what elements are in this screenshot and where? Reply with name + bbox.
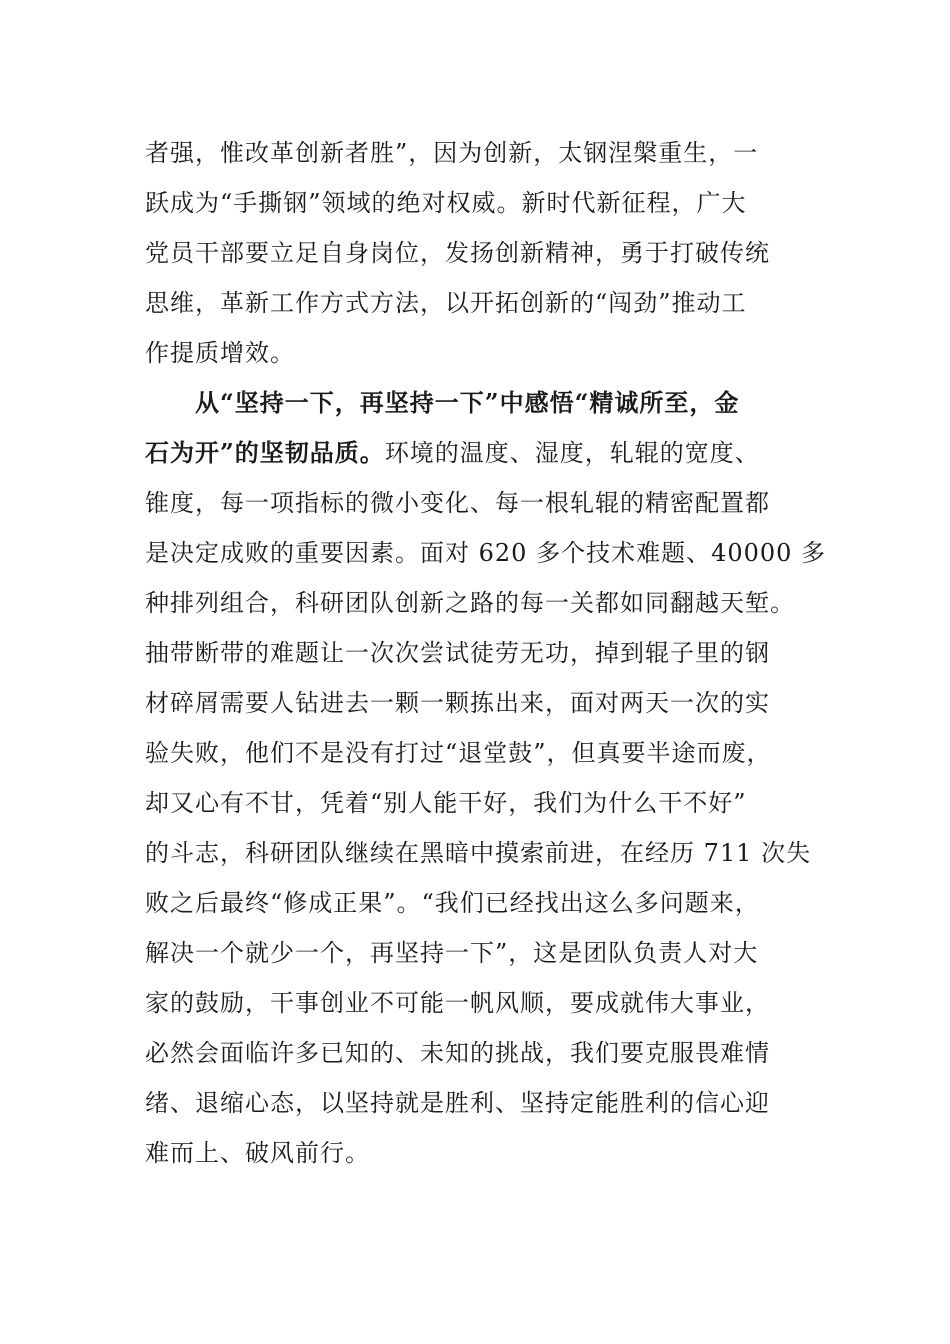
text-line: 者强，惟改革创新者胜”，因为创新，太钢涅槃重生，一 — [145, 139, 759, 167]
body-text — [145, 128, 825, 1228]
text-line: 绪、退缩心态，以坚持就是胜利、坚持定能胜利的信心迎 — [145, 1089, 770, 1117]
text-line — [145, 428, 825, 478]
text-line: 必然会面临许多已知的、未知的挑战，我们要克服畏难情 — [145, 1039, 770, 1067]
text-line: 的斗志，科研团队继续在黑暗中摸索前进，在经历 711 次失 — [145, 839, 812, 867]
text-line: 思维，革新工作方式方法，以开拓创新的“闯劲”推动工 — [145, 289, 747, 317]
text-line: 党员干部要立足自身岗位，发扬创新精神，勇于打破传统 — [145, 239, 770, 267]
text-line: 解决一个就少一个，再坚持一下”，这是团队负责人对大 — [145, 939, 759, 967]
section-heading: 从“坚持一下，再坚持一下”中感悟“精诚所至，金 — [145, 388, 740, 417]
text-line: 验失败，他们不是没有打过“退堂鼓”，但真要半途而废， — [145, 739, 772, 767]
text-line: 家的鼓励，干事创业不可能一帆风顺，要成就伟大事业， — [145, 989, 770, 1017]
text-line: 种排列组合，科研团队创新之路的每一关都如同翻越天堑。 — [145, 589, 795, 617]
text-line: 难而上、破风前行。 — [145, 1139, 370, 1167]
text-line: 却又心有不甘，凭着“别人能干好，我们为什么干不好” — [145, 789, 747, 817]
text-line: 跃成为“手撕钢”领域的绝对权威。新时代新征程，广大 — [145, 189, 747, 217]
text-line: 败之后最终“修成正果”。“我们已经找出这么多问题来， — [145, 889, 760, 917]
text-line: 是决定成败的重要因素。面对 620 多个技术难题、40000 多 — [145, 539, 827, 567]
text-line: 作提质增效。 — [145, 339, 295, 367]
text-line: 材碎屑需要人钻进去一颗一颗拣出来，面对两天一次的实 — [145, 689, 770, 717]
text-line: 锥度，每一项指标的微小变化、每一根轧辊的精密配置都 — [145, 489, 770, 517]
paragraph-2 — [145, 378, 825, 1228]
text-line — [145, 1178, 825, 1228]
heading-line-continuation: 环境的温度、湿度，轧辊的宽度、 — [384, 439, 760, 467]
text-line: 抽带断带的难题让一次次尝试徒劳无功，掉到辊子里的钢 — [145, 639, 770, 667]
section-heading-end: 石为开”的坚韧品质。 — [145, 438, 385, 467]
paragraph-1 — [145, 128, 825, 378]
